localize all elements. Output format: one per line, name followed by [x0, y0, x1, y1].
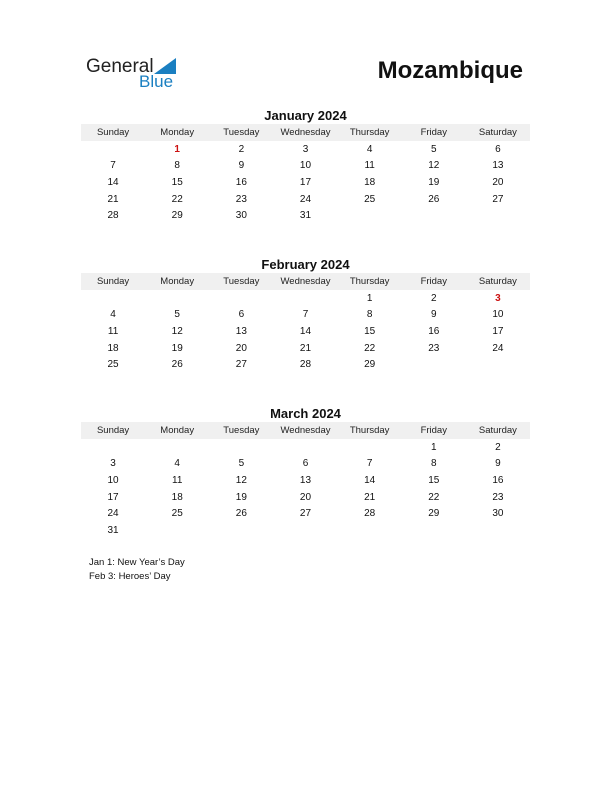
day-cell: 12 [171, 325, 183, 337]
day-cell: 19 [171, 342, 183, 354]
holiday-note: Jan 1: New Year’s Day [89, 557, 185, 568]
day-cell: 11 [172, 474, 183, 486]
day-cell: 21 [364, 491, 376, 503]
week-row [81, 207, 530, 224]
holiday-notes [89, 556, 185, 584]
day-cell: 2 [238, 143, 245, 155]
day-cell: 26 [428, 193, 440, 205]
day-cell: 23 [492, 491, 504, 503]
day-cell: 12 [235, 474, 247, 486]
weekday-label: Saturday [478, 425, 517, 436]
day-cell: 20 [492, 176, 504, 188]
day-cell: 29 [171, 210, 183, 222]
day-cell: 23 [428, 342, 440, 354]
day-cell: 16 [492, 474, 504, 486]
weekday-label: Sunday [96, 425, 130, 436]
day-cell: 25 [107, 359, 119, 371]
day-cell: 24 [492, 342, 504, 354]
weekday-label: Monday [160, 425, 195, 436]
day-cell: 13 [492, 160, 504, 172]
day-cell: 10 [492, 309, 504, 321]
day-cell: 16 [428, 325, 440, 337]
week-row [81, 356, 530, 373]
day-cell: 10 [107, 474, 119, 486]
day-cell: 18 [107, 342, 119, 354]
month-title: February 2024 [261, 257, 350, 272]
day-cell: 14 [364, 474, 376, 486]
day-cell: 14 [107, 176, 119, 188]
day-cell: 20 [235, 342, 247, 354]
country-title: Mozambique [377, 57, 523, 84]
holiday-day-cell: 3 [495, 292, 501, 304]
day-cell: 19 [428, 176, 440, 188]
day-cell: 17 [107, 491, 119, 503]
day-cell: 31 [107, 524, 119, 536]
day-cell: 26 [235, 508, 247, 520]
day-cell: 22 [428, 491, 440, 503]
week-row [81, 522, 530, 539]
day-cell: 1 [430, 441, 437, 453]
day-cell: 4 [366, 143, 373, 155]
week-row [81, 439, 530, 456]
day-cell: 22 [171, 193, 183, 205]
day-cell: 5 [430, 143, 437, 155]
day-cell: 27 [235, 359, 247, 371]
weekday-header [81, 124, 530, 141]
day-cell: 1 [366, 292, 373, 304]
day-cell: 3 [110, 458, 116, 470]
day-cell: 2 [495, 441, 501, 453]
day-cell: 23 [235, 193, 247, 205]
day-cell: 25 [364, 193, 376, 205]
weekday-label: Tuesday [223, 425, 260, 436]
day-cell: 8 [174, 160, 180, 172]
day-cell: 7 [110, 160, 116, 172]
day-cell: 20 [299, 491, 312, 503]
generalblue-logo [86, 56, 186, 92]
week-row [81, 307, 530, 324]
day-cell: 27 [299, 508, 312, 520]
day-cell: 28 [364, 508, 376, 520]
day-cell: 8 [430, 458, 437, 470]
day-cell: 4 [110, 309, 116, 321]
day-cell: 28 [107, 210, 119, 222]
day-cell: 15 [364, 325, 376, 337]
day-cell: 27 [492, 193, 504, 205]
weekday-label: Thursday [349, 276, 390, 287]
day-cell: 18 [364, 176, 376, 188]
day-cell: 29 [428, 508, 440, 520]
day-cell: 24 [299, 193, 312, 205]
weekday-label: Friday [420, 276, 447, 287]
day-cell: 9 [430, 309, 437, 321]
week-row [81, 191, 530, 208]
month-calendar [81, 405, 530, 539]
weekday-label: Friday [420, 425, 447, 436]
day-cell: 9 [495, 458, 501, 470]
day-cell: 13 [299, 474, 312, 486]
day-cell: 21 [107, 193, 119, 205]
day-cell: 11 [364, 160, 375, 172]
weekday-label: Wednesday [280, 127, 331, 138]
weekday-label: Tuesday [223, 127, 260, 138]
day-cell: 10 [299, 160, 312, 172]
week-row [81, 323, 530, 340]
day-cell: 8 [366, 309, 373, 321]
month-title: January 2024 [264, 108, 347, 123]
day-cell: 5 [238, 458, 245, 470]
logo-blue-text: Blue [139, 72, 174, 91]
weekday-label: Thursday [349, 127, 390, 138]
day-cell: 25 [171, 508, 183, 520]
day-cell: 21 [299, 342, 312, 354]
weekday-label: Monday [160, 276, 195, 287]
week-row [81, 290, 530, 307]
weekday-header [81, 422, 530, 439]
day-cell: 2 [430, 292, 437, 304]
month-title: March 2024 [270, 406, 341, 421]
day-cell: 18 [171, 491, 183, 503]
day-cell: 12 [428, 160, 440, 172]
day-cell: 28 [299, 359, 312, 371]
day-cell: 24 [107, 508, 119, 520]
day-cell: 6 [302, 458, 309, 470]
weekday-label: Monday [160, 127, 195, 138]
month-calendar [81, 107, 530, 224]
week-row [81, 340, 530, 357]
day-cell: 15 [171, 176, 183, 188]
weekday-label: Wednesday [280, 425, 331, 436]
weekday-label: Saturday [478, 276, 517, 287]
day-cell: 6 [495, 143, 501, 155]
day-cell: 30 [235, 210, 247, 222]
week-row [81, 158, 530, 175]
week-row [81, 456, 530, 473]
weekday-label: Wednesday [280, 276, 331, 287]
day-cell: 11 [107, 325, 119, 337]
holiday-note: Feb 3: Heroes’ Day [89, 571, 171, 582]
day-cell: 30 [492, 508, 504, 520]
day-cell: 9 [238, 160, 245, 172]
day-cell: 4 [174, 458, 180, 470]
day-cell: 29 [364, 359, 376, 371]
day-cell: 31 [299, 210, 312, 222]
month-calendar [81, 256, 530, 373]
day-cell: 13 [235, 325, 247, 337]
day-cell: 19 [235, 491, 247, 503]
day-cell: 17 [492, 325, 504, 337]
weekday-label: Friday [420, 127, 447, 138]
day-cell: 22 [364, 342, 376, 354]
weekday-label: Tuesday [223, 276, 260, 287]
logo-general-text: General [86, 56, 154, 77]
day-cell: 7 [302, 309, 309, 321]
day-cell: 3 [302, 143, 309, 155]
weekday-label: Sunday [96, 127, 130, 138]
day-cell: 26 [171, 359, 183, 371]
day-cell: 6 [238, 309, 245, 321]
day-cell: 7 [366, 458, 373, 470]
week-row [81, 489, 530, 506]
week-row [81, 505, 530, 522]
day-cell: 16 [235, 176, 247, 188]
week-row [81, 174, 530, 191]
holiday-day-cell: 1 [174, 143, 180, 155]
week-row [81, 141, 530, 158]
weekday-label: Thursday [349, 425, 390, 436]
day-cell: 14 [299, 325, 312, 337]
day-cell: 17 [299, 176, 312, 188]
weekday-label: Saturday [478, 127, 517, 138]
week-row [81, 472, 530, 489]
weekday-header [81, 273, 530, 290]
day-cell: 5 [174, 309, 180, 321]
weekday-label: Sunday [96, 276, 130, 287]
day-cell: 15 [428, 474, 440, 486]
